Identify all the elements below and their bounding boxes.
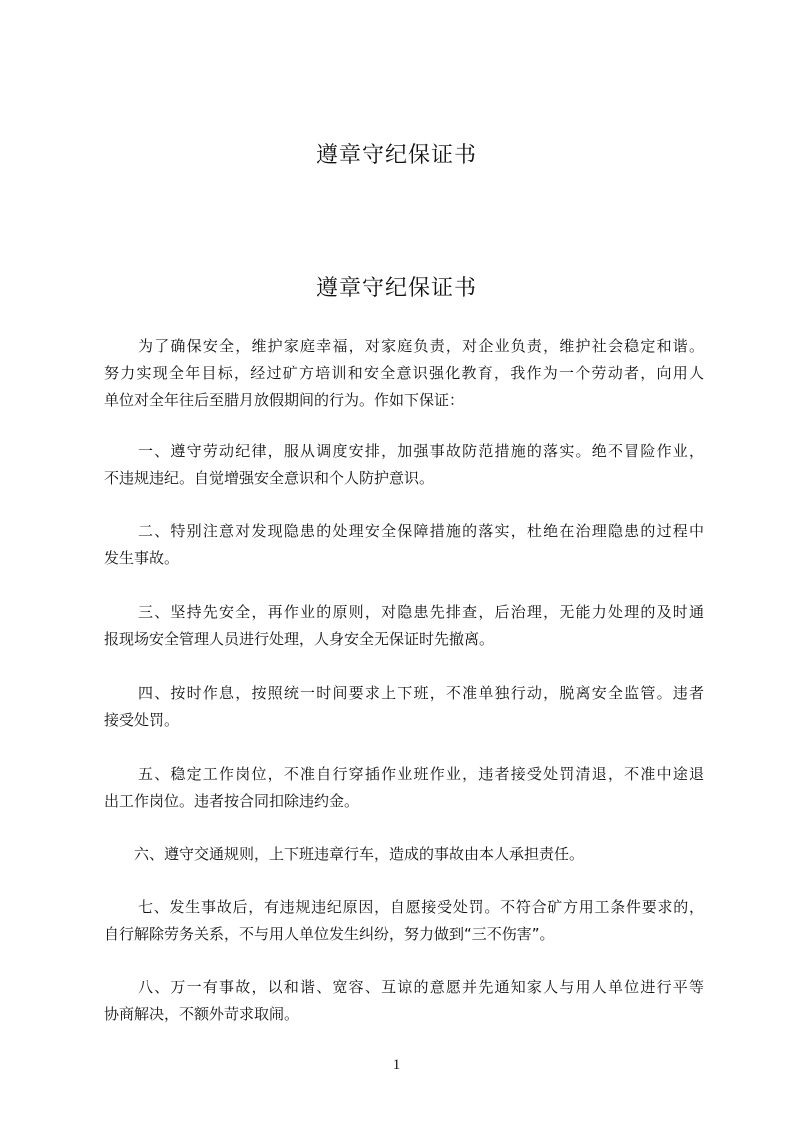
document-title-top: 遵章守纪保证书 — [315, 143, 477, 168]
clause-2-line-1: 二、特别注意对发现隐患的处理安全保障措施的落实，杜绝在治理隐患的过程中 — [138, 522, 704, 540]
clause-1-line-2: 不违规违纪。自觉增强安全意识和个人防护意识。 — [104, 469, 435, 487]
page-number: 1 — [392, 1057, 401, 1073]
clause-3-line-2: 报现场安全管理人员进行处理，人身安全无保证时先撤离。 — [104, 630, 495, 648]
clause-3-line-1: 三、坚持先安全，再作业的原则，对隐患先排查，后治理，无能力处理的及时通 — [138, 603, 704, 621]
clause-7-line-2: 自行解除劳务关系，不与用人单位发生纠纷，努力做到“三不伤害”。 — [104, 925, 555, 943]
paragraph-intro-line-3: 单位对全年往后至腊月放假期间的行为。作如下保证： — [104, 391, 465, 409]
paragraph-intro-line-2: 努力实现全年目标，经过矿方培训和安全意识强化教育，我作为一个劳动者，向用人 — [104, 364, 704, 382]
clause-5-line-2: 出工作岗位。违者按合同扣除违约金。 — [104, 792, 360, 810]
clause-7-line-1: 七、发生事故后，有违规违纪原因，自愿接受处罚。不符合矿方用工条件要求的， — [138, 898, 704, 916]
clause-2-line-2: 发生事故。 — [104, 549, 180, 567]
clause-4-line-1: 四、按时作息，按照统一时间要求上下班，不准单独行动，脱离安全监管。违者 — [138, 684, 704, 702]
clause-4-line-2: 接受处罚。 — [104, 711, 180, 729]
document-title-main: 遵章守纪保证书 — [315, 276, 477, 301]
clause-8-line-1: 八、万一有事故，以和谐、宽容、互谅的意愿并先通知家人与用人单位进行平等 — [138, 978, 704, 996]
clause-6-line-1: 六、遵守交通规则，上下班违章行车，造成的事故由本人承担责任。 — [134, 845, 585, 863]
paragraph-intro-line-1: 为了确保安全，维护家庭幸福，对家庭负责，对企业负责，维护社会稳定和谐。 — [138, 337, 704, 355]
clause-1-line-1: 一、遵守劳动纪律，服从调度安排，加强事故防范措施的落实。绝不冒险作业， — [138, 442, 704, 460]
clause-8-line-2: 协商解决，不额外苛求取闹。 — [104, 1005, 300, 1023]
clause-5-line-1: 五、稳定工作岗位，不准自行穿插作业班作业，违者接受处罚清退，不准中途退 — [138, 765, 704, 783]
